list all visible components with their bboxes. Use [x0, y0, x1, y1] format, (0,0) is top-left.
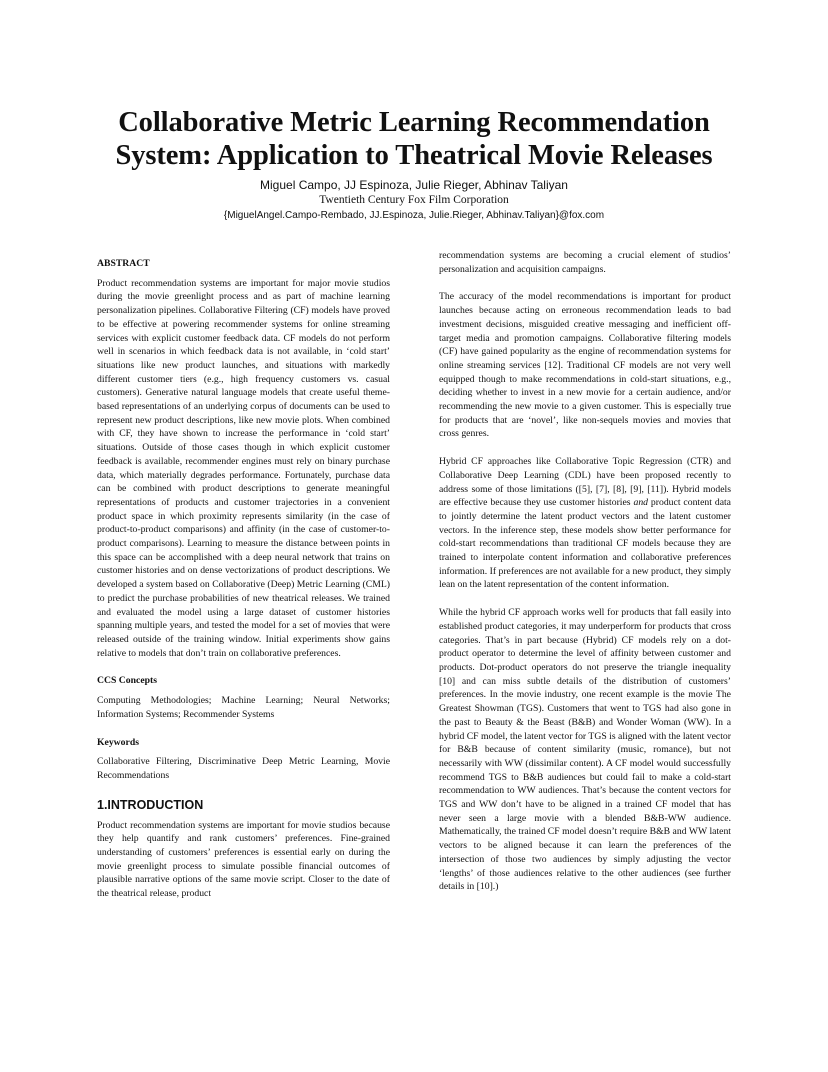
intro-paragraph-3 — [439, 455, 731, 592]
title-line-1: Collaborative Metric Learning Recommendation — [118, 107, 710, 138]
intro-paragraph-1: Product recommendation systems are important for movie studios because they help quantify and rank customers’ preferences. Fine-grained understanding of customers’ preferences is essential early on during the movie greenlight process to simulate possible financial outcomes of plausible narrative options of the same movie script. Closer to the date of the theatrical release, product — [97, 819, 390, 900]
intro-paragraph-2: The accuracy of the model recommendations is important for product launches because acting on erroneous recommendation leads to bad investment decisions, misguided creative messaging and inefficient off-target media and promotion campaigns. Collaborative filtering models (CF) have gained popularity as the engine of recommendation systems for online streaming services [12]. Traditional CF models are not very well equipped though to make recommendations in cold-start situations, e.g., deciding whether to invest in a new movie for a certain audience, and/or recommending the new movie to a given customer. This is especially true for products that are ‘novel’, like non-sequels movies and movies that cross genres. — [439, 291, 731, 440]
author-emails: {MiguelAngel.Campo-Rembado, JJ.Espinoza, Julie.Rieger, Abhinav.Taliyan}@fox.com — [223, 210, 605, 221]
abstract-heading: ABSTRACT — [97, 258, 150, 269]
intro-paragraph-1-continued: recommendation systems are becoming a crucial element of studios’ personalization and acquisition campaigns. — [439, 250, 731, 275]
keywords-text: Collaborative Filtering, Discriminative Deep Metric Learning, Movie Recommendations — [97, 756, 390, 781]
left-column — [97, 250, 390, 901]
intro-paragraph-3-part-b: product content data to jointly determine the latent product vectors and the latent customer vectors. In the inference step, these models show better performance for cold-start recommendations than traditional CF models because they are trained to interpolate content information and collaborative preferences information. If preferences are not available for a new product, they simply lean on the latent representation of the content information. — [439, 497, 731, 591]
intro-paragraph-3-emphasis: and — [633, 497, 649, 509]
ccs-section — [97, 674, 390, 721]
author-list: Miguel Campo, JJ Espinoza, Julie Rieger, Abhinav Taliyan — [260, 178, 568, 192]
title-line-2: System: Application to Theatrical Movie Releases — [115, 140, 713, 171]
introduction-section — [97, 797, 390, 901]
ccs-heading: CCS Concepts — [97, 675, 158, 687]
introduction-heading: 1.INTRODUCTION — [97, 797, 204, 812]
paper-title — [0, 106, 828, 172]
keywords-heading: Keywords — [97, 736, 139, 748]
abstract-section — [97, 257, 390, 660]
keywords-section — [97, 736, 390, 783]
intro-paragraph-3-part-a: Hybrid CF approaches like Collaborative Topic Regression (CTR) and Collaborative Deep Learning (CDL) have been proposed recently to address some of those limitations ([5], [7], [8], [9], [11]). Hybrid models are effective because they use customer histories — [439, 456, 731, 509]
ccs-text: Computing Methodologies; Machine Learning; Neural Networks; Information Systems; Recommender Systems — [97, 695, 390, 720]
abstract-text: Product recommendation systems are important for major movie studios during the movie greenlight process and as part of machine learning personalization pipelines. Collaborative Filtering (CF) models have proved to be effective at powering recommender systems for online streaming services with explicit customer feedback data. CF models do not perform well in scenarios in which feedback data is not available, in ‘cold start’ situations like new product launches, and situations with markedly different customer tiers (e.g., high frequency customers vs. casual customers). Generative natural language models that create useful theme-based representations of an underlying corpus of documents can be used to represent new product descriptions, like new movie plots. When combined with CF, they have shown to increase the performance in ‘cold start’ situations. Outside of those cases though in which explicit customer feedback is available, recommender engines must rely on binary purchase data, which materially degrades performance. Fortunately, purchase data can be combined with product descriptions to generate meaningful representations of products and customer trajectories in a convenient product space in which proximity represents similarity (in the case of product-to-product comparisons) and affinity (in the case of customer-to-product comparisons). Learning to measure the distance between points in this space can be accomplished with a deep neural network that trains on customer histories and on dense vectorizations of product descriptions. We developed a system based on Collaborative (Deep) Metric Learning (CML) to predict the purchase probabilities of new theatrical releases. We trained and evaluated the model using a large dataset of customer histories spanning multiple years, and tested the model for a set of movies that were released outside of the training window. Initial experiments show gains relative to models that don’t train on collaborative preferences. — [97, 277, 390, 659]
paper-header — [0, 106, 828, 223]
intro-paragraph-4: While the hybrid CF approach works well for products that fall easily into established product categories, it may underperform for products that cross categories. That’s in part because (Hybrid) CF models rely on a dot-product operator to determine the level of affinity between customer and products. Dot-product operators do not preserve the triangle inequality [10] and can miss subtle details of the distribution of customers’ preferences. In the movie industry, one recent example is the movie The Greatest Showman (TGS). Customers that went to TGS had also gone in the past to Beauty & the Beast (B&B) and Wonder Woman (WW). In a hybrid CF model, the latent vector for TGS is aligned with the latent vector for B&B because of content similarity (music, romance), but not necessarily with WW (dissimilar content). A CF model would successfully recommend TGS to B&B audiences but could fail to make a cold-start recommendation to WW audiences. That’s because the content vectors for TGS and WW don’t have to be aligned in a trained CF model that has never seen a large movie with a blended B&B-WW audience. Mathematically, the trained CF model doesn’t require B&B and WW latent vectors to be aligned because it can learn the preferences of the intersection of those two audiences by simply adjusting the vector ‘lengths’ of those audiences relative to the other audiences (see further details in [10].) — [439, 607, 731, 893]
affiliation: Twentieth Century Fox Film Corporation — [319, 194, 509, 206]
right-column — [439, 249, 731, 894]
